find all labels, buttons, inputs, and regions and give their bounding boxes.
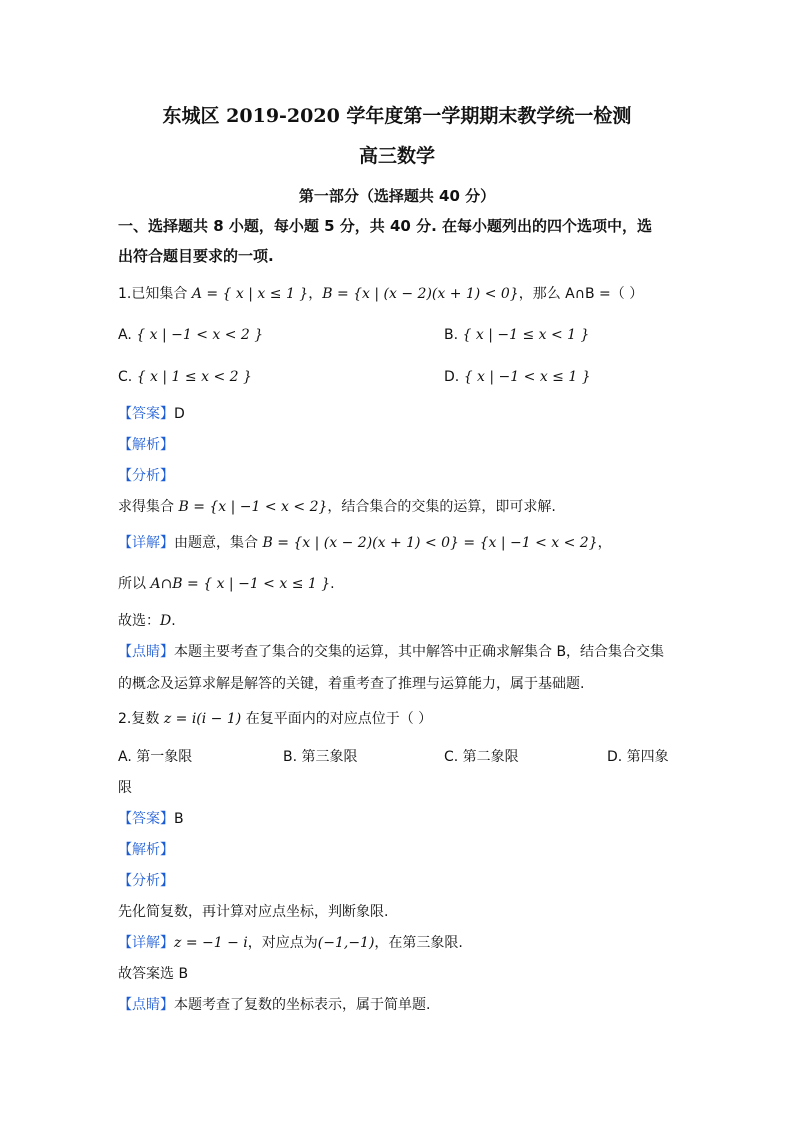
q1-fenxi-prefix: 求得集合 bbox=[118, 499, 179, 515]
q1-set-a: A = { x | x ≤ 1 } bbox=[191, 286, 309, 302]
q2-option-c: C. 第二象限 bbox=[444, 749, 519, 765]
q1-option-d bbox=[444, 367, 591, 387]
q1-dianjing-line-1 bbox=[118, 642, 664, 662]
q1-dianjing-tag: 【点睛】 bbox=[118, 644, 174, 660]
q1-option-c-text: { x | 1 ≤ x < 2 } bbox=[136, 369, 252, 385]
q1-answer bbox=[118, 404, 185, 424]
q1-xiangjie-tag: 【详解】 bbox=[118, 535, 174, 551]
q2-jiexi-tag: 【解析】 bbox=[118, 842, 174, 858]
q2-xiangjie-mid: ，对应点为 bbox=[247, 935, 318, 951]
q1-dianjing-line-2: 的概念及运算求解是解答的关键，着重考查了推理与运算能力，属于基础题. bbox=[118, 676, 585, 692]
q2-option-a: A. 第一象限 bbox=[118, 749, 193, 765]
page-title: 东城区 2019-2020 学年度第一学期期末教学统一检测 bbox=[162, 105, 632, 127]
q1-option-b bbox=[444, 325, 589, 345]
q1-jiexi-tag: 【解析】 bbox=[118, 437, 174, 453]
q1-option-a-text: { x | −1 < x < 2 } bbox=[136, 327, 264, 343]
q1-result bbox=[118, 574, 335, 594]
q2-answer-value: B bbox=[174, 811, 184, 827]
q1-choose bbox=[118, 611, 176, 631]
q1-stem bbox=[118, 284, 643, 304]
q1-set-b: B = {x | (x − 2)(x + 1) < 0} bbox=[322, 286, 519, 302]
q2-fenxi-tag: 【分析】 bbox=[118, 873, 174, 889]
q1-answer-tag: 【答案】 bbox=[118, 406, 174, 422]
q1-option-a-label: A. bbox=[118, 327, 132, 343]
section-heading: 第一部分（选择题共 40 分） bbox=[298, 187, 496, 205]
q1-stem-suffix: ，那么 A∩B =（ ） bbox=[518, 286, 644, 302]
q2-answer-tag: 【答案】 bbox=[118, 811, 174, 827]
q2-dianjing-tag: 【点睛】 bbox=[118, 997, 174, 1013]
q1-fenxi-suffix: ，结合集合的交集的运算，即可求解. bbox=[327, 499, 556, 515]
q2-xiangjie bbox=[118, 933, 463, 953]
q2-option-b: B. 第三象限 bbox=[283, 749, 358, 765]
q2-dianjing-text: 本题考查了复数的坐标表示，属于简单题. bbox=[174, 997, 431, 1013]
instruction-line-1: 一、选择题共 8 小题，每小题 5 分，共 40 分. 在每小题列出的四个选项中，选 bbox=[118, 217, 653, 235]
instruction-line-2: 出符合题目要求的一项. bbox=[118, 247, 274, 265]
q1-option-b-label: B. bbox=[444, 327, 459, 343]
q1-answer-value: D bbox=[174, 406, 185, 422]
q1-fenxi-text bbox=[118, 497, 556, 517]
q2-xiangjie-point: (−1,−1) bbox=[317, 935, 375, 951]
q1-fenxi-tag: 【分析】 bbox=[118, 468, 174, 484]
q1-option-c bbox=[118, 367, 252, 387]
q2-option-d-wrap: 限 bbox=[118, 780, 132, 796]
q1-stem-prefix: 1.已知集合 bbox=[118, 286, 192, 302]
q1-xiangjie-suffix: ， bbox=[597, 535, 612, 551]
q1-option-c-label: C. bbox=[118, 369, 133, 385]
q1-choose-suffix: . bbox=[171, 613, 176, 629]
q2-stem-prefix: 2.复数 bbox=[118, 711, 164, 727]
q2-option-d: D. 第四象 bbox=[607, 749, 669, 765]
q1-option-a bbox=[118, 325, 263, 345]
q1-option-d-text: { x | −1 < x ≤ 1 } bbox=[463, 369, 591, 385]
q1-fenxi-math: B = {x | −1 < x < 2} bbox=[178, 499, 328, 515]
q1-xiangjie-math: B = {x | (x − 2)(x + 1) < 0} = {x | −1 < x < 2} bbox=[262, 535, 598, 551]
q2-stem-suffix: 在复平面内的对应点位于（ ） bbox=[241, 711, 433, 727]
q2-stem bbox=[118, 709, 432, 729]
q2-conclusion: 故答案选 B bbox=[118, 966, 189, 982]
q1-choose-math: D bbox=[160, 613, 172, 629]
q1-sep: ， bbox=[308, 286, 323, 302]
q2-dianjing bbox=[118, 995, 430, 1015]
q2-xiangjie-math: z = −1 − i bbox=[174, 935, 248, 951]
q1-xiangjie bbox=[118, 533, 612, 553]
page-subtitle: 高三数学 bbox=[358, 145, 435, 167]
q2-stem-math: z = i(i − 1) bbox=[163, 711, 242, 727]
q2-fenxi-text: 先化简复数，再计算对应点坐标，判断象限. bbox=[118, 904, 389, 920]
q2-xiangjie-tag: 【详解】 bbox=[118, 935, 174, 951]
q1-dianjing-text-1: 本题主要考查了集合的交集的运算，其中解答中正确求解集合 B，结合集合交集 bbox=[174, 644, 665, 660]
q1-option-b-text: { x | −1 ≤ x < 1 } bbox=[462, 327, 590, 343]
q1-result-suffix: . bbox=[330, 576, 335, 592]
q1-xiangjie-prefix: 由题意，集合 bbox=[174, 535, 263, 551]
q2-answer bbox=[118, 809, 184, 829]
q1-result-math: A∩B = { x | −1 < x ≤ 1 } bbox=[150, 576, 331, 592]
q1-option-d-label: D. bbox=[444, 369, 460, 385]
q1-choose-prefix: 故选： bbox=[118, 613, 160, 629]
q2-xiangjie-suffix: ，在第三象限. bbox=[374, 935, 463, 951]
q1-result-prefix: 所以 bbox=[118, 576, 151, 592]
